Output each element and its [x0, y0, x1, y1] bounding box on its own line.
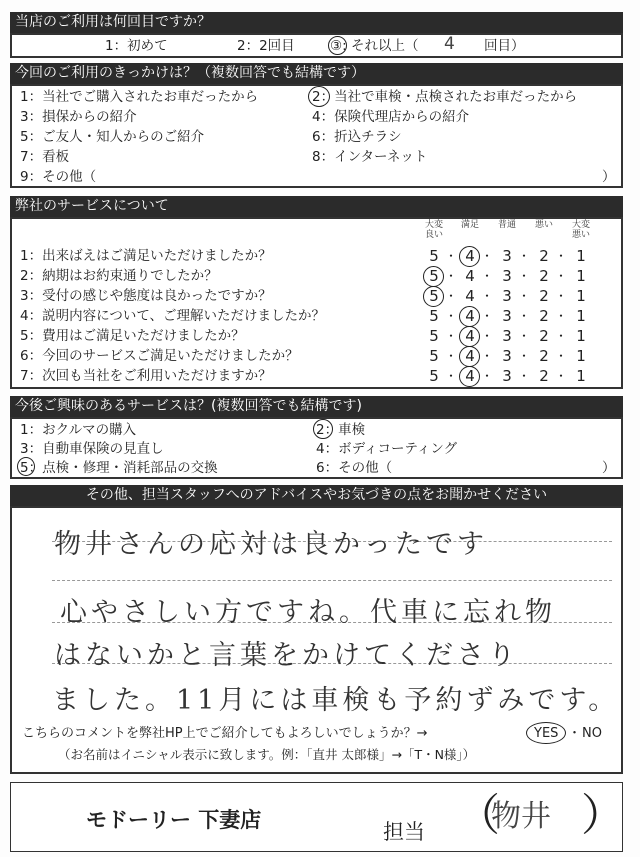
interest-option-1[interactable]: 1：おクルマの購入 — [20, 422, 137, 438]
rating-option-1[interactable]: 1 — [576, 347, 586, 365]
handwritten-comment-line: ました。11月には車検も予約ずみです。 — [52, 685, 620, 716]
scale-label: 悪い — [534, 220, 553, 230]
rating-separator: ・ — [445, 249, 458, 263]
rating-option-4[interactable]: 4 — [465, 247, 475, 265]
staff-close-paren: ） — [581, 790, 625, 841]
selection-circle — [328, 36, 347, 55]
service-header: 弊社のサービスについて — [10, 196, 623, 217]
comments-box — [10, 506, 623, 774]
rating-separator: ・ — [445, 369, 458, 383]
rating-option-5[interactable]: 5 — [429, 287, 439, 305]
consent-no[interactable]: NO — [582, 726, 602, 741]
rating-option-4[interactable]: 4 — [465, 267, 475, 285]
interest-option-6[interactable]: 6：その他（ — [316, 460, 393, 476]
trigger-box — [10, 84, 623, 188]
rating-separator: ・ — [445, 329, 458, 343]
rating-option-5[interactable]: 5 — [429, 327, 439, 345]
rating-option-5[interactable]: 5 — [429, 347, 439, 365]
rating-option-3[interactable]: 3 — [502, 287, 512, 305]
rating-option-4[interactable]: 4 — [465, 347, 475, 365]
trigger-option-9[interactable]: 9：その他（ — [20, 169, 97, 185]
rating-option-5[interactable]: 5 — [429, 247, 439, 265]
rating-separator: ・ — [518, 309, 531, 323]
handwritten-comment-line: 物井さんの応対は良かったです — [54, 529, 488, 560]
rating-option-4[interactable]: 4 — [465, 327, 475, 345]
rating-separator: ・ — [481, 329, 494, 343]
rating-separator: ・ — [481, 289, 494, 303]
interest-option-5[interactable]: 5：点検・修理・消耗部品の交換 — [20, 460, 218, 476]
selection-circle — [459, 326, 480, 347]
trigger-option-8[interactable]: 8：インターネット — [312, 149, 428, 165]
ruled-line — [52, 580, 612, 581]
rating-option-3[interactable]: 3 — [502, 307, 512, 325]
visit-count-suffix: 回目） — [484, 38, 525, 54]
rating-option-4[interactable]: 4 — [465, 307, 475, 325]
selection-circle — [423, 286, 444, 307]
rating-separator: ・ — [555, 249, 568, 263]
selection-circle — [17, 457, 35, 476]
other-close-paren: ） — [602, 460, 616, 476]
trigger-header: 今回のご利用のきっかけは？（複数回答でも結構です） — [10, 63, 623, 84]
interest-box — [10, 417, 623, 479]
rating-option-2[interactable]: 2 — [539, 267, 549, 285]
comments-header: その他、担当スタッフへのアドバイスやお気づきの点をお聞かせください — [10, 485, 623, 506]
name-note: （お名前はイニシャル表示に致します。例：「直井 太郎様」→「T・N様」） — [58, 747, 476, 762]
rating-option-4[interactable]: 4 — [465, 367, 475, 385]
visit-option-3[interactable]: ③: それ以上（ — [330, 38, 419, 54]
trigger-option-2[interactable]: 2：当社で車検・点検されたお車だったから — [312, 89, 578, 105]
selection-circle — [308, 86, 330, 107]
interest-header: 今後ご興味のあるサービスは？(複数回答でも結構です) — [10, 396, 623, 417]
other-close-paren: ） — [602, 169, 616, 185]
trigger-option-3[interactable]: 3：損保からの紹介 — [20, 109, 137, 125]
question-text: 5：費用はご満足いただけましたか？ — [20, 328, 245, 344]
scale-label: 大変悪い — [571, 220, 590, 240]
rating-option-2[interactable]: 2 — [539, 327, 549, 345]
rating-separator: ・ — [555, 269, 568, 283]
trigger-option-4[interactable]: 4：保険代理店からの紹介 — [312, 109, 470, 125]
rating-separator: ・ — [481, 249, 494, 263]
rating-option-3[interactable]: 3 — [502, 347, 512, 365]
store-name: モドーリー 下妻店 — [86, 808, 262, 832]
rating-separator: ・ — [518, 249, 531, 263]
rating-option-3[interactable]: 3 — [502, 247, 512, 265]
rating-option-1[interactable]: 1 — [576, 287, 586, 305]
rating-separator: ・ — [445, 289, 458, 303]
rating-option-4[interactable]: 4 — [465, 287, 475, 305]
rating-separator: ・ — [518, 329, 531, 343]
consent-question: こちらのコメントを弊社HP上でご紹介してもよろしいでしょうか？→ — [22, 726, 428, 741]
interest-option-2[interactable]: 2：車検 — [316, 422, 366, 438]
rating-option-2[interactable]: 2 — [539, 347, 549, 365]
rating-separator: ・ — [481, 309, 494, 323]
staff-label: 担当 — [383, 820, 425, 844]
rating-separator: ・ — [445, 309, 458, 323]
rating-separator: ・ — [555, 309, 568, 323]
consent-yes[interactable]: YES — [534, 726, 559, 741]
selection-circle — [459, 306, 480, 327]
service-box — [10, 217, 623, 389]
selection-circle — [526, 722, 566, 744]
rating-separator: ・ — [555, 329, 568, 343]
trigger-option-7[interactable]: 7：看板 — [20, 149, 70, 165]
question-text: 6：今回のサービスご満足いただけましたか？ — [20, 348, 299, 364]
rating-option-5[interactable]: 5 — [429, 307, 439, 325]
rating-option-3[interactable]: 3 — [502, 327, 512, 345]
rating-option-1[interactable]: 1 — [576, 327, 586, 345]
visits-header: 当店のご利用は何回目ですか？ — [10, 12, 623, 33]
trigger-option-1[interactable]: 1：当社でご購入されたお車だったから — [20, 89, 259, 105]
rating-separator: ・ — [518, 289, 531, 303]
visits-box — [10, 33, 623, 58]
rating-option-2[interactable]: 2 — [539, 247, 549, 265]
rating-option-1[interactable]: 1 — [576, 267, 586, 285]
rating-separator: ・ — [481, 349, 494, 363]
rating-separator: ・ — [555, 369, 568, 383]
rating-separator: ・ — [445, 269, 458, 283]
rating-option-1[interactable]: 1 — [576, 247, 586, 265]
rating-separator: ・ — [555, 349, 568, 363]
rating-option-2[interactable]: 2 — [539, 367, 549, 385]
visit-option-2[interactable]: 2：2回目 — [237, 38, 295, 54]
rating-separator: ・ — [481, 369, 494, 383]
selection-circle — [459, 246, 480, 267]
handwritten-comment-line: 心やさしい方ですね。代車に忘れ物 — [60, 597, 556, 628]
rating-option-3[interactable]: 3 — [502, 267, 512, 285]
interest-option-4[interactable]: 4：ボディコーティング — [316, 441, 458, 457]
handwritten-comment-line: はないかと言葉をかけてくださり — [54, 640, 519, 671]
rating-separator: ・ — [445, 349, 458, 363]
store-footer — [10, 782, 623, 852]
consent-sep: ・ — [568, 726, 582, 741]
question-text: 3：受付の感じや態度は良かったですか？ — [20, 288, 272, 304]
rating-separator: ・ — [518, 349, 531, 363]
question-text: 2：納期はお約束通りでしたか？ — [20, 268, 218, 284]
rating-option-1[interactable]: 1 — [576, 307, 586, 325]
rating-option-1[interactable]: 1 — [576, 367, 586, 385]
rating-option-2[interactable]: 2 — [539, 287, 549, 305]
selection-circle — [459, 366, 480, 387]
question-text: 7：次回も当社をご利用いただけますか？ — [20, 368, 272, 384]
rating-separator: ・ — [518, 269, 531, 283]
rating-option-3[interactable]: 3 — [502, 367, 512, 385]
scale-label: 大変良い — [424, 220, 443, 240]
rating-option-2[interactable]: 2 — [539, 307, 549, 325]
rating-option-5[interactable]: 5 — [429, 367, 439, 385]
rating-separator: ・ — [518, 369, 531, 383]
rating-separator: ・ — [555, 289, 568, 303]
scale-label: 満足 — [460, 220, 479, 230]
scale-label: 普通 — [497, 220, 516, 230]
trigger-option-5[interactable]: 5：ご友人・知人からのご紹介 — [20, 129, 205, 145]
visit-count-handwritten[interactable]: 4 — [444, 34, 455, 54]
question-text: 1：出来ばえはご満足いただけましたか？ — [20, 248, 272, 264]
staff-open-paren: （ — [456, 790, 500, 841]
question-text: 4：説明内容について、ご理解いただけましたか？ — [20, 308, 326, 324]
rating-option-5[interactable]: 5 — [429, 267, 439, 285]
trigger-option-6[interactable]: 6：折込チラシ — [312, 129, 402, 145]
interest-option-3[interactable]: 3：自動車保険の見直し — [20, 441, 164, 457]
staff-name-handwritten: 物井 — [491, 799, 551, 834]
visit-option-1[interactable]: 1：初めて — [105, 38, 168, 54]
rating-separator: ・ — [481, 269, 494, 283]
selection-circle — [459, 346, 480, 367]
selection-circle — [423, 266, 444, 287]
selection-circle — [313, 419, 333, 439]
